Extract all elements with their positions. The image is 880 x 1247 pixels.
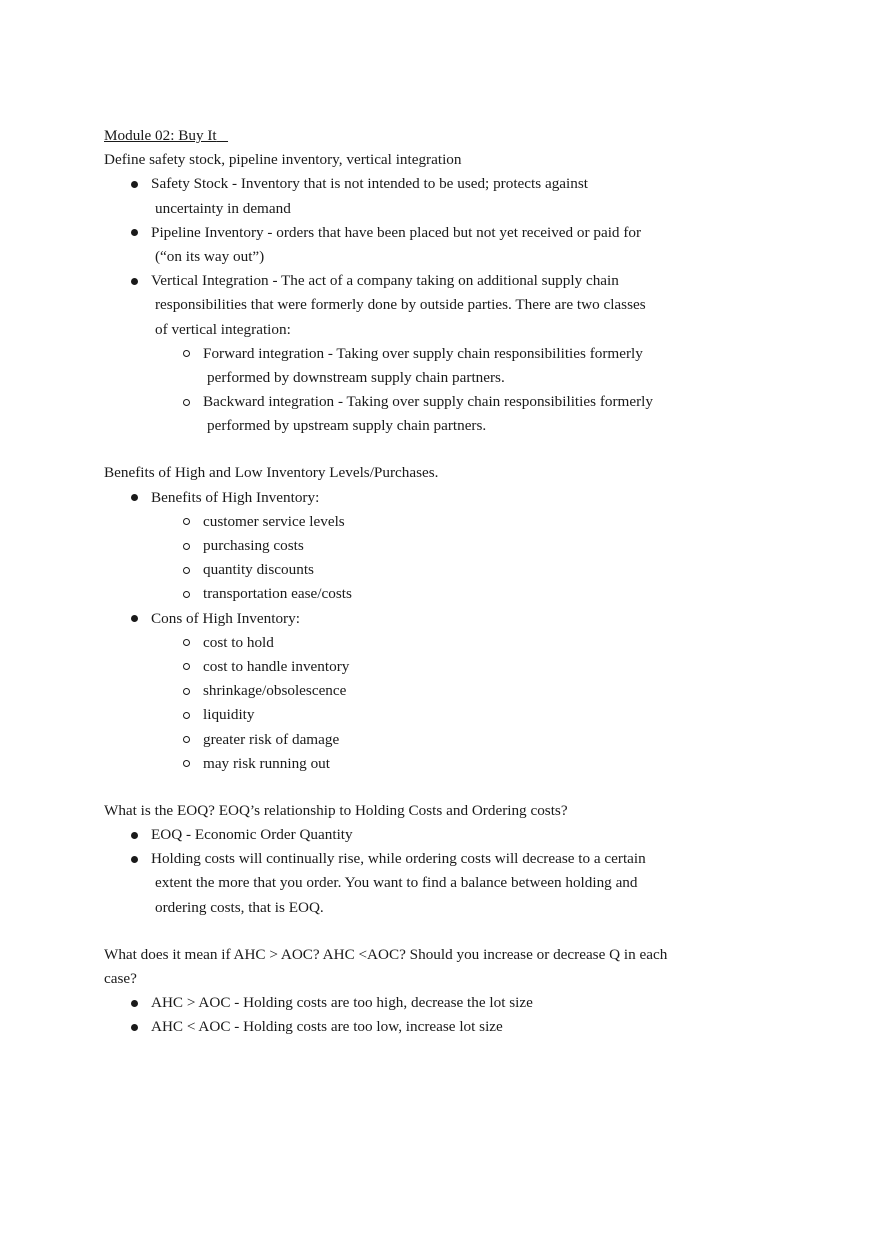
list-item-text: AHC < AOC - Holding costs are too low, increase lot size <box>151 1018 503 1036</box>
sub-list-item-text: customer service levels <box>203 512 345 530</box>
document-page <box>104 124 704 1040</box>
hollow-bullet-icon <box>183 582 193 606</box>
sub-list-item-text: greater risk of damage <box>203 730 340 748</box>
sub-list-item-text: quantity discounts <box>203 561 314 579</box>
definitions-section <box>104 148 704 438</box>
sub-list-item <box>104 631 704 655</box>
section-gap <box>104 438 704 461</box>
list-item <box>104 486 704 607</box>
bullet-icon <box>130 607 140 631</box>
list-item-text: Cons of High Inventory: <box>151 609 300 627</box>
list-item-text: AHC > AOC - Holding costs are too high, decrease the lot size <box>151 994 533 1012</box>
bullet-icon <box>130 269 140 293</box>
hollow-bullet-icon <box>183 534 193 558</box>
sub-list-item-text: may risk running out <box>203 754 330 772</box>
module-title-line <box>104 124 704 148</box>
hollow-bullet-icon <box>183 510 193 534</box>
list-item <box>104 172 704 220</box>
list-item-text: Holding costs will continually rise, while ordering costs will decrease to a certain <box>151 850 646 868</box>
sub-list-item <box>104 390 704 438</box>
sub-list-item <box>104 510 704 534</box>
sub-list-item-text: shrinkage/obsolescence <box>203 682 347 700</box>
eoq-section <box>104 799 704 920</box>
sub-list-item <box>104 728 704 752</box>
list-item <box>104 847 704 920</box>
hollow-bullet-icon <box>183 703 193 727</box>
list-item-text: Vertical Integration - The act of a company taking on additional supply chain <box>151 272 619 290</box>
list-item-text: Pipeline Inventory - orders that have been placed but not yet received or paid for <box>151 223 642 241</box>
list-item-text: Benefits of High Inventory: <box>151 488 320 506</box>
sub-list-item <box>104 655 704 679</box>
list-item <box>104 823 704 847</box>
bullet-icon <box>130 823 140 847</box>
sub-list-item <box>104 534 704 558</box>
list-item-text: ordering costs, that is EOQ. <box>155 898 324 916</box>
hollow-bullet-icon <box>183 342 193 366</box>
sub-list-item-text: transportation ease/costs <box>203 585 352 603</box>
bullet-icon <box>130 1015 140 1039</box>
sub-list-item-text: Backward integration - Taking over supply chain responsibilities formerly <box>203 393 653 411</box>
sub-list-item <box>104 752 704 776</box>
section-heading: case? <box>104 970 137 987</box>
list-item <box>104 607 704 776</box>
sub-list-item <box>104 703 704 727</box>
hollow-bullet-icon <box>183 752 193 776</box>
list-item-text: EOQ - Economic Order Quantity <box>151 826 353 844</box>
sub-list-item <box>104 558 704 582</box>
sub-list-item <box>104 342 704 390</box>
section-heading: Define safety stock, pipeline inventory, vertical integration <box>104 151 462 169</box>
hollow-bullet-icon <box>183 558 193 582</box>
section-heading: Benefits of High and Low Inventory Levels/Purchases. <box>104 464 439 482</box>
hollow-bullet-icon <box>183 728 193 752</box>
bullet-icon <box>130 172 140 196</box>
list-item-text: uncertainty in demand <box>155 199 291 217</box>
list-item-text: extent the more that you order. You want to find a balance between holding and <box>155 874 638 892</box>
list-item-text: (“on its way out”) <box>155 247 265 265</box>
sub-list-item <box>104 679 704 703</box>
hollow-bullet-icon <box>183 679 193 703</box>
list-item-text: Safety Stock - Inventory that is not intended to be used; protects against <box>151 175 588 193</box>
hollow-bullet-icon <box>183 390 193 414</box>
sub-list-item <box>104 582 704 606</box>
section-heading: What is the EOQ? EOQ’s relationship to Holding Costs and Ordering costs? <box>104 801 568 819</box>
section-heading: What does it mean if AHC > AOC? AHC <AOC? Should you increase or decrease Q in each <box>104 945 668 963</box>
hollow-bullet-icon <box>183 655 193 679</box>
bullet-icon <box>130 847 140 871</box>
sub-list-item-text: Forward integration - Taking over supply chain responsibilities formerly <box>203 344 643 362</box>
sub-list-item-text: performed by upstream supply chain partners. <box>207 417 487 435</box>
list-item <box>104 269 704 438</box>
section-gap <box>104 920 704 943</box>
hollow-bullet-icon <box>183 631 193 655</box>
sub-list-item-text: liquidity <box>203 706 255 724</box>
ahc-aoc-section <box>104 943 704 1040</box>
bullet-icon <box>130 991 140 1015</box>
sub-list-item-text: purchasing costs <box>203 537 304 554</box>
list-item-text: responsibilities that were formerly done by outside parties. There are two classes <box>155 296 646 314</box>
list-item-text: of vertical integration: <box>155 320 291 338</box>
list-item <box>104 1015 704 1039</box>
section-gap <box>104 776 704 799</box>
module-title: Module 02: Buy It <box>104 127 217 144</box>
sub-list-item-text: cost to handle inventory <box>203 657 350 675</box>
list-item <box>104 221 704 269</box>
bullet-icon <box>130 221 140 245</box>
inventory-section <box>104 461 704 775</box>
sub-list-item-text: performed by downstream supply chain partners. <box>207 368 505 386</box>
bullet-icon <box>130 486 140 510</box>
sub-list-item-text: cost to hold <box>203 633 274 651</box>
list-item <box>104 991 704 1015</box>
